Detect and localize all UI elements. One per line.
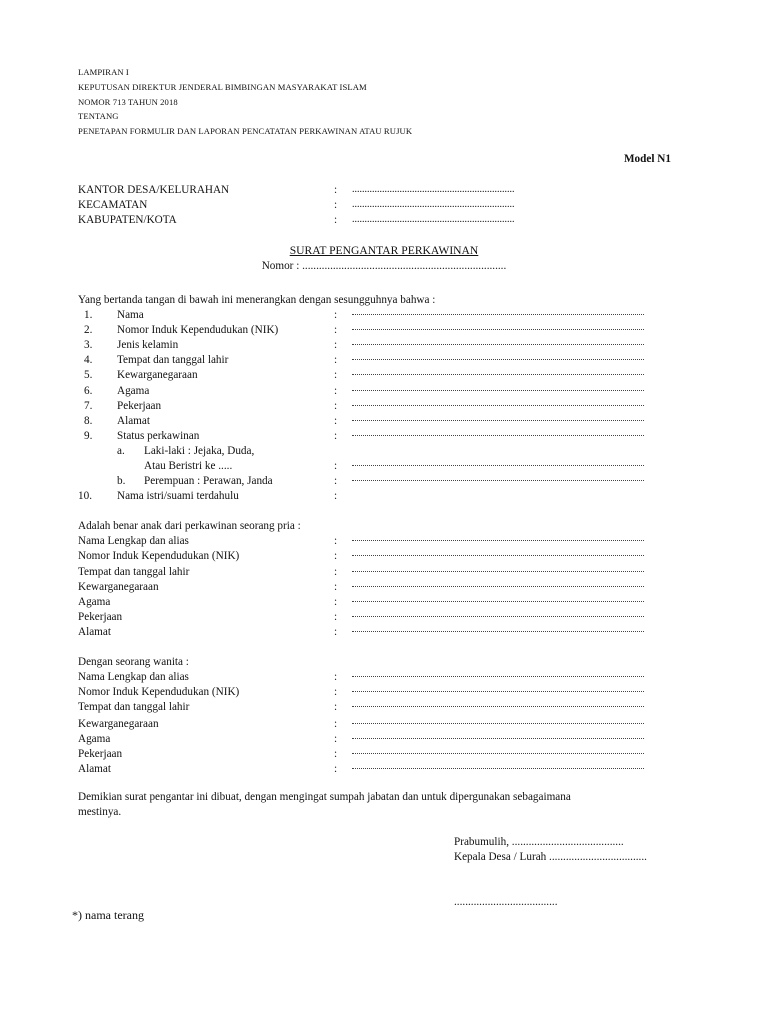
item-blank[interactable] xyxy=(352,310,644,315)
mother-field-label: Nomor Induk Kependudukan (NIK) xyxy=(78,686,240,698)
item-number: 5. xyxy=(84,369,93,381)
item-number: 8. xyxy=(84,415,93,427)
father-field-colon: : xyxy=(334,626,338,638)
status-b-number: b. xyxy=(117,475,126,487)
closing-line-2: mestinya. xyxy=(78,806,122,818)
item-blank[interactable] xyxy=(352,401,644,406)
father-field-colon: : xyxy=(334,611,338,623)
item-label: Tempat dan tanggal lahir xyxy=(117,354,229,366)
item-label: Jenis kelamin xyxy=(117,339,179,351)
status-a-colon: : xyxy=(334,460,338,472)
office-kecamatan-blank[interactable]: ................................................................. xyxy=(352,199,515,210)
father-field-colon: : xyxy=(334,550,338,562)
mother-field-blank[interactable] xyxy=(352,764,644,769)
item-number: 9. xyxy=(84,430,93,442)
father-field-blank[interactable] xyxy=(352,551,644,556)
intro-text: Yang bertanda tangan di bawah ini menerangkan dengan sesungguhnya bahwa : xyxy=(78,294,436,306)
office-desa-label: KANTOR DESA/KELURAHAN xyxy=(78,184,230,196)
father-field-blank[interactable] xyxy=(352,582,644,587)
mother-field-label: Pekerjaan xyxy=(78,748,123,760)
header-keputusan: KEPUTUSAN DIREKTUR JENDERAL BIMBINGAN MASYARAKAT ISLAM xyxy=(78,82,367,92)
status-b-colon: : xyxy=(334,475,338,487)
item-number: 2. xyxy=(84,324,93,336)
mother-field-colon: : xyxy=(334,686,338,698)
item-blank[interactable] xyxy=(352,386,644,391)
signature-blank[interactable]: ..................................... xyxy=(454,896,558,908)
office-kabupaten-label: KABUPATEN/KOTA xyxy=(78,214,177,226)
father-field-label: Pekerjaan xyxy=(78,611,123,623)
item-colon: : xyxy=(334,354,338,366)
father-field-colon: : xyxy=(334,535,338,547)
mother-field-blank[interactable] xyxy=(352,719,644,724)
office-desa-colon: : xyxy=(334,184,338,196)
mother-field-label: Alamat xyxy=(78,763,111,775)
item-colon: : xyxy=(334,309,338,321)
office-desa-blank[interactable]: ................................................................. xyxy=(352,184,515,195)
place-date[interactable]: Prabumulih, ........................................ xyxy=(454,836,624,848)
father-field-blank[interactable] xyxy=(352,567,644,572)
father-field-blank[interactable] xyxy=(352,627,644,632)
office-kecamatan-label: KECAMATAN xyxy=(78,199,148,211)
mother-field-colon: : xyxy=(334,671,338,683)
item-label: Alamat xyxy=(117,415,150,427)
status-b-line: Perempuan : Perawan, Janda xyxy=(144,475,273,487)
father-field-colon: : xyxy=(334,566,338,578)
header-penetapan: PENETAPAN FORMULIR DAN LAPORAN PENCATATAN PERKAWINAN ATAU RUJUK xyxy=(78,126,413,136)
item-colon: : xyxy=(334,324,338,336)
mother-intro: Dengan seorang wanita : xyxy=(78,656,189,668)
father-field-label: Tempat dan tanggal lahir xyxy=(78,566,190,578)
item-colon: : xyxy=(334,400,338,412)
status-a-number: a. xyxy=(117,445,125,457)
status-a-line2: Atau Beristri ke ..... xyxy=(144,460,233,472)
item-colon: : xyxy=(334,339,338,351)
item-blank[interactable] xyxy=(352,355,644,360)
mother-field-colon: : xyxy=(334,763,338,775)
item-number: 4. xyxy=(84,354,93,366)
father-field-label: Nama Lengkap dan alias xyxy=(78,535,189,547)
item-number: 6. xyxy=(84,385,93,397)
father-field-colon: : xyxy=(334,596,338,608)
item-colon: : xyxy=(334,490,338,502)
closing-line-1: Demikian surat pengantar ini dibuat, dengan mengingat sumpah jabatan dan untuk dipergunakan sebagaimana xyxy=(78,791,571,803)
signer-title[interactable]: Kepala Desa / Lurah ................................... xyxy=(454,851,647,863)
mother-field-blank[interactable] xyxy=(352,687,644,692)
mother-field-blank[interactable] xyxy=(352,749,644,754)
letter-number[interactable]: Nomor : ......................................................................... xyxy=(261,260,507,272)
item-number: 1. xyxy=(84,309,93,321)
mother-field-label: Nama Lengkap dan alias xyxy=(78,671,189,683)
mother-field-label: Kewarganegaraan xyxy=(78,718,159,730)
item-blank[interactable] xyxy=(352,431,644,436)
status-a-blank[interactable] xyxy=(352,461,644,466)
footnote: *) nama terang xyxy=(72,908,144,922)
father-field-blank[interactable] xyxy=(352,536,644,541)
father-field-label: Kewarganegaraan xyxy=(78,581,159,593)
father-field-blank[interactable] xyxy=(352,597,644,602)
mother-field-colon: : xyxy=(334,748,338,760)
item-blank[interactable] xyxy=(352,340,644,345)
item-blank[interactable] xyxy=(352,370,644,375)
father-intro: Adalah benar anak dari perkawinan seorang pria : xyxy=(78,520,301,532)
office-kabupaten-blank[interactable]: ................................................................. xyxy=(352,214,515,225)
item-number: 3. xyxy=(84,339,93,351)
father-field-label: Nomor Induk Kependudukan (NIK) xyxy=(78,550,240,562)
mother-field-blank[interactable] xyxy=(352,734,644,739)
item-colon: : xyxy=(334,415,338,427)
item-blank[interactable] xyxy=(352,325,644,330)
mother-field-blank[interactable] xyxy=(352,672,644,677)
father-field-colon: : xyxy=(334,581,338,593)
mother-field-blank[interactable] xyxy=(352,702,644,707)
item-label: Agama xyxy=(117,385,150,397)
item-colon: : xyxy=(334,385,338,397)
status-b-blank[interactable] xyxy=(352,476,644,481)
item-label: Nomor Induk Kependudukan (NIK) xyxy=(117,324,279,336)
mother-field-colon: : xyxy=(334,718,338,730)
header-tentang: TENTANG xyxy=(78,111,119,121)
office-kabupaten-colon: : xyxy=(334,214,338,226)
header-lampiran: LAMPIRAN I xyxy=(78,67,129,77)
father-field-label: Alamat xyxy=(78,626,111,638)
model-label: Model N1 xyxy=(624,153,671,165)
item-blank[interactable] xyxy=(352,416,644,421)
item-label: Kewarganegaraan xyxy=(117,369,198,381)
item-label: Nama xyxy=(117,309,144,321)
item-colon: : xyxy=(334,369,338,381)
item-label: Pekerjaan xyxy=(117,400,162,412)
mother-field-colon: : xyxy=(334,701,338,713)
item-number: 10. xyxy=(78,490,92,502)
item-label: Nama istri/suami terdahulu xyxy=(117,490,239,502)
mother-field-label: Tempat dan tanggal lahir xyxy=(78,701,190,713)
item-label: Status perkawinan xyxy=(117,430,200,442)
item-number: 7. xyxy=(84,400,93,412)
status-a-line1: Laki-laki : Jejaka, Duda, xyxy=(144,445,255,457)
mother-field-label: Agama xyxy=(78,733,111,745)
office-kecamatan-colon: : xyxy=(334,199,338,211)
father-field-label: Agama xyxy=(78,596,111,608)
item-colon: : xyxy=(334,430,338,442)
header-nomor: NOMOR 713 TAHUN 2018 xyxy=(78,97,178,107)
father-field-blank[interactable] xyxy=(352,612,644,617)
letter-title: SURAT PENGANTAR PERKAWINAN xyxy=(289,244,479,257)
mother-field-colon: : xyxy=(334,733,338,745)
